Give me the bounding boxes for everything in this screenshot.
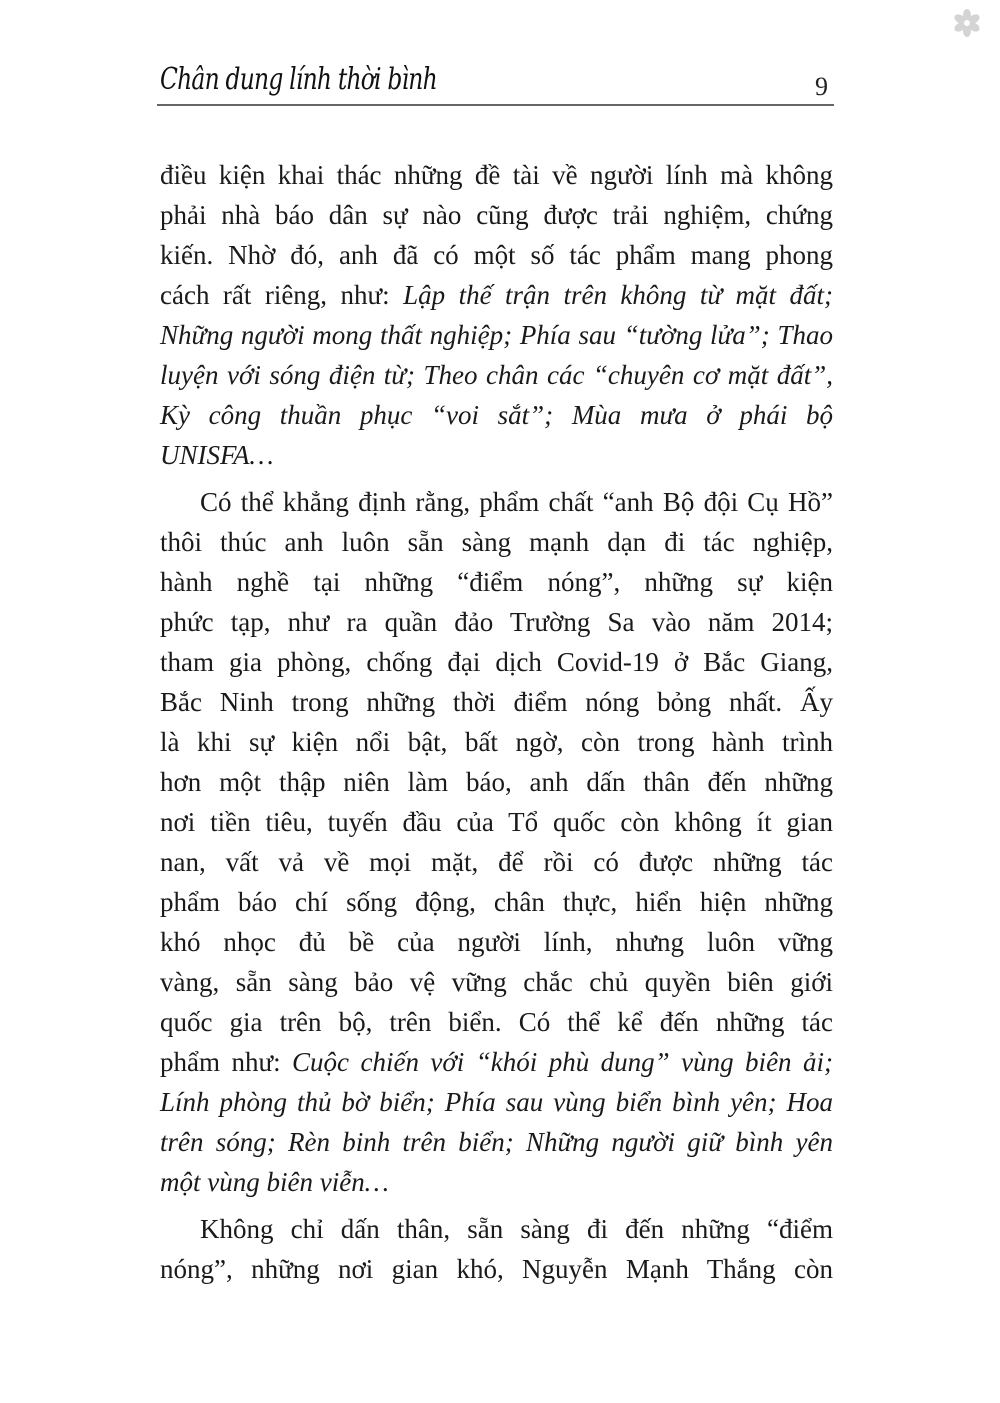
text-line [160,802,833,842]
body-text-segment: tham gia phòng, chống đại dịch Covid-19 ở Bắc Giang, [160,647,833,677]
text-line [160,1002,833,1042]
running-header-title: Chân dung lính thời bình [160,62,437,97]
body-text-segment: phức tạp, như ra quần đảo Trường Sa vào năm 2014; [160,607,833,637]
text-line [160,275,833,315]
body-text-segment: vàng, sẵn sàng bảo vệ vững chắc chủ quyền biên giới [160,967,833,997]
text-line [160,682,833,722]
body-text-segment: Bắc Ninh trong những thời điểm nóng bỏng nhất. Ấy [160,687,833,717]
text-line [160,1209,833,1249]
text-line [160,355,833,395]
body-text-segment: phẩm báo chí sống động, chân thực, hiển hiện những [160,887,833,917]
body-text-segment: nơi tiền tiêu, tuyến đầu của Tổ quốc còn không ít gian [160,807,833,837]
body-text-segment: nóng”, những nơi gian khó, Nguyễn Mạnh Thắng còn [160,1254,833,1284]
italic-title-text: Cuộc chiến với “khói phù dung” vùng biên ải; [292,1047,833,1077]
text-line [160,1122,833,1162]
text-line [160,562,833,602]
flower-watermark-icon [952,8,982,38]
body-text-segment: hơn một thập niên làm báo, anh dấn thân đến những [160,767,833,797]
body-text [160,155,833,1289]
body-text-segment: thôi thúc anh luôn sẵn sàng mạnh dạn đi tác nghiệp, [160,527,833,557]
text-line [160,195,833,235]
body-text-segment: điều kiện khai thác những đề tài về người lính mà không [160,160,833,190]
paragraph [160,482,833,1202]
text-line [160,602,833,642]
text-line [160,315,833,355]
text-line [160,922,833,962]
body-text-segment: khó nhọc đủ bề của người lính, nhưng luôn vững [160,927,833,957]
italic-title-text: trên sóng; Rèn binh trên biển; Những người giữ bình yên [160,1127,833,1157]
text-line [160,1162,833,1202]
italic-title-text: Lính phòng thủ bờ biển; Phía sau vùng biển bình yên; Hoa [160,1087,833,1117]
body-text-segment: cách rất riêng, như: [160,280,404,310]
italic-title-text: Kỳ công thuần phục “voi sắt”; Mùa mưa ở phái bộ UNISFA… [160,400,833,470]
text-line [160,722,833,762]
text-line [160,962,833,1002]
text-line [160,642,833,682]
body-text-segment: quốc gia trên bộ, trên biển. Có thể kể đến những tác [160,1007,833,1037]
text-line [160,842,833,882]
italic-title-text: luyện với sóng điện từ; Theo chân các “chuyên cơ mặt đất”, [160,360,833,390]
text-line [160,1042,833,1082]
paragraph [160,155,833,475]
text-line [160,1249,833,1289]
body-text-segment: nan, vất vả về mọi mặt, để rồi có được những tác [160,847,833,877]
header-rule [157,104,834,106]
body-text-segment: kiến. Nhờ đó, anh đã có một số tác phẩm mang phong [160,240,833,270]
text-line [160,1082,833,1122]
text-line [160,155,833,195]
body-text-segment: Có thể khẳng định rằng, phẩm chất “anh Bộ đội Cụ Hồ” [200,487,833,517]
body-text-segment: hành nghề tại những “điểm nóng”, những sự kiện [160,567,833,597]
text-line [160,522,833,562]
italic-title-text: Lập thế trận trên không từ mặt đất; [403,280,833,310]
italic-title-text: một vùng biên viễn… [160,1167,389,1197]
text-line [160,395,833,475]
page-number: 9 [815,72,828,101]
text-line [160,235,833,275]
body-text-segment: phải nhà báo dân sự nào cũng được trải nghiệm, chứng [160,200,833,230]
text-line [160,482,833,522]
body-text-segment: là khi sự kiện nổi bật, bất ngờ, còn trong hành trình [160,727,833,757]
body-text-segment: phẩm như: [160,1047,293,1077]
paragraph [160,1209,833,1289]
body-text-segment: Không chỉ dấn thân, sẵn sàng đi đến những “điểm [200,1214,833,1244]
text-line [160,762,833,802]
italic-title-text: Những người mong thất nghiệp; Phía sau “tường lửa”; Thao [160,320,833,350]
text-line [160,882,833,922]
